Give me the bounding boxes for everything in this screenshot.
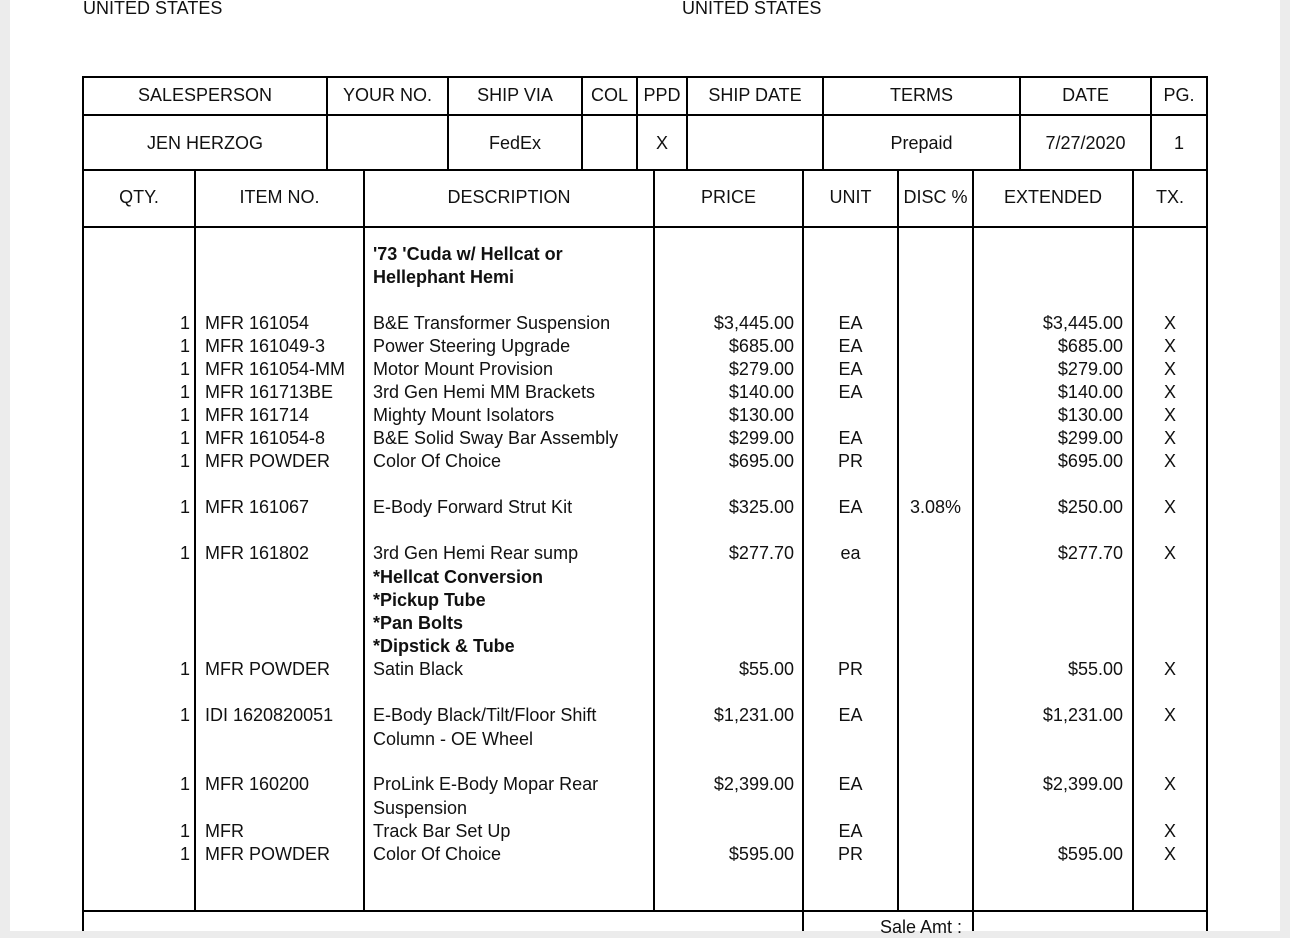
item-taxable: X [1163,336,1176,356]
item-description: 3rd Gen Hemi Rear sump [373,543,579,563]
sump-note: *Dipstick & Tube [373,636,515,656]
item-unit: PR [837,844,863,864]
item-extended: $1,231.00 [1042,705,1123,725]
item-extended: $3,445.00 [1042,313,1123,333]
item-taxable: X [1163,405,1176,425]
item-extended: $2,399.00 [1042,774,1123,794]
ppd-label: PPD [643,85,681,105]
item-number: MFR 160200 [205,774,310,794]
item-price: $595.00 [728,844,794,864]
item-taxable: X [1163,705,1176,725]
item-taxable: X [1163,497,1176,517]
item-description: B&E Solid Sway Bar Assembly [373,428,619,448]
item-number: MFR POWDER [205,659,330,679]
ppd-value: X [655,133,668,153]
sale-amount-label: Sale Amt : [880,917,963,937]
item-unit: EA [838,382,863,402]
pg-label: PG. [1163,85,1195,105]
sump-note: *Pickup Tube [373,590,486,610]
item-number: MFR 161054-8 [205,428,326,448]
item-price: $279.00 [728,359,794,379]
item-extended: $299.00 [1057,428,1123,448]
item-price: $325.00 [728,497,794,517]
item-number: MFR 161049-3 [205,336,326,356]
item-taxable: X [1163,451,1176,471]
item-description: 3rd Gen Hemi MM Brackets [373,382,596,402]
date-value: 7/27/2020 [1045,133,1126,153]
sump-note: *Hellcat Conversion [373,567,544,587]
item-discount: 3.08% [909,497,962,517]
col-unit-header: UNIT [829,187,872,207]
item-description: Motor Mount Provision [373,359,554,379]
col-price-header: PRICE [700,187,756,207]
item-description: Track Bar Set Up [373,821,511,841]
date-label: DATE [1062,85,1109,105]
item-qty: 1 [179,844,190,864]
item-description: Satin Black [373,659,464,679]
item-taxable: X [1163,844,1176,864]
item-extended: $250.00 [1057,497,1123,517]
item-unit: EA [838,313,863,333]
item-unit: EA [838,497,863,517]
item-taxable: X [1163,359,1176,379]
item-unit: ea [840,543,861,563]
item-taxable: X [1163,774,1176,794]
item-taxable: X [1163,313,1176,333]
item-qty: 1 [179,428,190,448]
item-number: MFR 161802 [205,543,310,563]
item-qty: 1 [179,359,190,379]
salesperson-value: JEN HERZOG [146,133,263,153]
item-price: $2,399.00 [713,774,794,794]
item-taxable: X [1163,428,1176,448]
salesperson-label: SALESPERSON [137,85,273,105]
item-extended: $279.00 [1057,359,1123,379]
item-unit: EA [838,428,863,448]
item-extended: $277.70 [1057,543,1123,563]
pg-value: 1 [1173,133,1184,153]
item-description: B&E Transformer Suspension [373,313,611,333]
col-extended-header: EXTENDED [1003,187,1102,207]
sump-note: *Pan Bolts [373,613,464,633]
item-taxable: X [1163,659,1176,679]
item-unit: PR [837,659,863,679]
item-extended: $140.00 [1057,382,1123,402]
description-continuation: Column - OE Wheel [373,729,534,749]
item-description: E-Body Forward Strut Kit [373,497,573,517]
item-number: MFR POWDER [205,451,330,471]
terms-label: TERMS [890,85,953,105]
item-unit: EA [838,774,863,794]
item-price: $685.00 [728,336,794,356]
item-description: Power Steering Upgrade [373,336,571,356]
vehicle-heading-line-1: '73 'Cuda w/ Hellcat or [373,244,563,264]
item-qty: 1 [179,382,190,402]
terms-value: Prepaid [890,133,953,153]
item-qty: 1 [179,497,190,517]
item-extended: $130.00 [1057,405,1123,425]
item-description: Mighty Mount Isolators [373,405,555,425]
item-unit: EA [838,359,863,379]
item-qty: 1 [179,543,190,563]
item-extended: $595.00 [1057,844,1123,864]
item-qty: 1 [179,821,190,841]
vehicle-heading-line-2: Hellephant Hemi [373,267,515,287]
item-description: E-Body Black/Tilt/Floor Shift [373,705,597,725]
col-item-header: ITEM NO. [239,187,320,207]
item-qty: 1 [179,336,190,356]
item-extended: $685.00 [1057,336,1123,356]
item-number: MFR 161067 [205,497,310,517]
item-description: Color Of Choice [373,844,502,864]
item-taxable: X [1163,821,1176,841]
item-number: MFR POWDER [205,844,330,864]
col-disc-header: DISC % [903,187,968,207]
item-qty: 1 [179,774,190,794]
item-qty: 1 [179,451,190,471]
item-taxable: X [1163,543,1176,563]
item-description: Color Of Choice [373,451,502,471]
item-unit: EA [838,705,863,725]
col-tx-header: TX. [1155,187,1184,207]
ship-to-country: UNITED STATES [682,0,822,18]
item-price: $695.00 [728,451,794,471]
item-price: $299.00 [728,428,794,448]
ship-via-value: FedEx [488,133,542,153]
col-qty-header: QTY. [119,187,159,207]
item-taxable: X [1163,382,1176,402]
item-qty: 1 [179,659,190,679]
item-price: $140.00 [728,382,794,402]
item-unit: PR [837,451,863,471]
item-qty: 1 [179,705,190,725]
item-number: MFR 161054 [205,313,310,333]
item-price: $3,445.00 [713,313,794,333]
invoice-page [10,0,1280,937]
col-description-header: DESCRIPTION [447,187,571,207]
item-qty: 1 [179,313,190,333]
item-extended: $55.00 [1067,659,1123,679]
item-price: $1,231.00 [713,705,794,725]
item-price: $277.70 [728,543,794,563]
item-number: MFR 161054-MM [205,359,346,379]
item-number: MFR 161713BE [205,382,334,402]
col-label: COL [590,85,628,105]
item-unit: EA [838,821,863,841]
bill-to-country: UNITED STATES [83,0,223,18]
item-number: MFR 161714 [205,405,310,425]
item-unit: EA [838,336,863,356]
item-price: $130.00 [728,405,794,425]
ship-via-label: SHIP VIA [477,85,553,105]
item-price: $55.00 [738,659,794,679]
item-number: IDI 1620820051 [205,705,334,725]
description-continuation: Suspension [373,798,468,818]
your-no-label: YOUR NO. [342,85,432,105]
item-qty: 1 [179,405,190,425]
item-number: MFR [205,821,244,841]
item-extended: $695.00 [1057,451,1123,471]
ship-date-label: SHIP DATE [708,85,802,105]
item-description: ProLink E-Body Mopar Rear [373,774,599,794]
